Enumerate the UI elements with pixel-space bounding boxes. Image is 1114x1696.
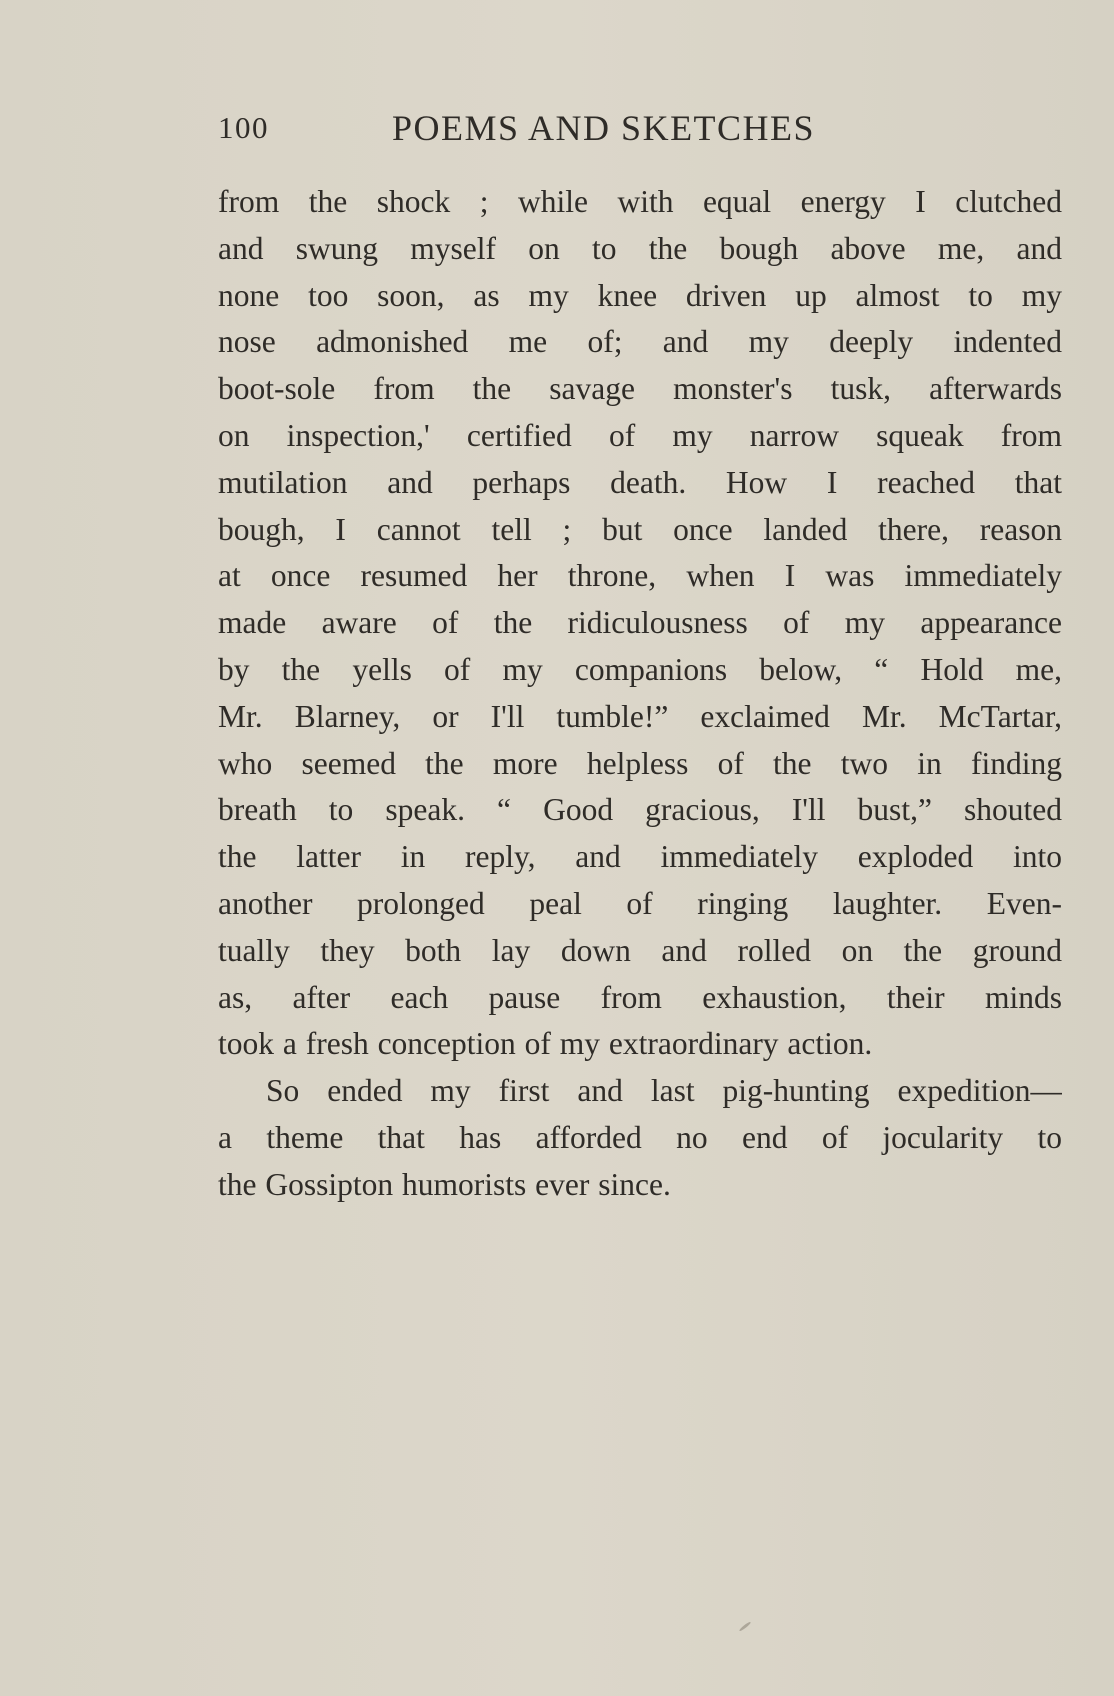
- paper-speck: [739, 1621, 752, 1632]
- text-line: as, after each pause from exhaustion, their minds: [218, 979, 1062, 1015]
- text-line: mutilation and perhaps death. How I reached that: [218, 464, 1062, 500]
- text-line: on inspection,' certified of my narrow squeak from: [218, 417, 1062, 453]
- text-line: at once resumed her throne, when I was immediately: [218, 558, 1062, 594]
- text-line: tually they both lay down and rolled on the ground: [218, 932, 1062, 968]
- text-line: made aware of the ridiculousness of my appearance: [218, 605, 1062, 641]
- text-line: the latter in reply, and immediately exploded into: [218, 839, 1062, 875]
- body-text: [218, 179, 1062, 1209]
- text-line: bough, I cannot tell ; but once landed there, reason: [218, 511, 1062, 547]
- paragraph-end-line: the Gossipton humorists ever since.: [218, 1166, 671, 1202]
- text-line: and swung myself on to the bough above me, and: [218, 230, 1062, 266]
- running-title: POEMS AND SKETCHES: [392, 108, 816, 148]
- text-line: who seemed the more helpless of the two in finding: [218, 745, 1062, 781]
- text-line: none too soon, as my knee driven up almost to my: [218, 277, 1062, 313]
- paragraph-start-line: So ended my first and last pig-hunting expedition—: [266, 1073, 1062, 1109]
- text-line: by the yells of my companions below, “ Hold me,: [218, 651, 1062, 687]
- text-line: from the shock ; while with equal energy I clutched: [218, 184, 1062, 219]
- page-number: 100: [218, 110, 269, 145]
- text-line: breath to speak. “ Good gracious, I'll bust,” shouted: [218, 792, 1062, 828]
- text-line: boot-sole from the savage monster's tusk, afterwards: [218, 371, 1062, 407]
- text-line: a theme that has afforded no end of jocularity to: [218, 1119, 1062, 1155]
- text-line: nose admonished me of; and my deeply indented: [218, 324, 1062, 360]
- running-head: [218, 104, 880, 152]
- text-line: another prolonged peal of ringing laughter. Even-: [218, 885, 1062, 921]
- text-line: Mr. Blarney, or I'll tumble!” exclaimed Mr. McTartar,: [218, 698, 1062, 734]
- paragraph-end-line: took a fresh conception of my extraordinary action.: [218, 1026, 873, 1062]
